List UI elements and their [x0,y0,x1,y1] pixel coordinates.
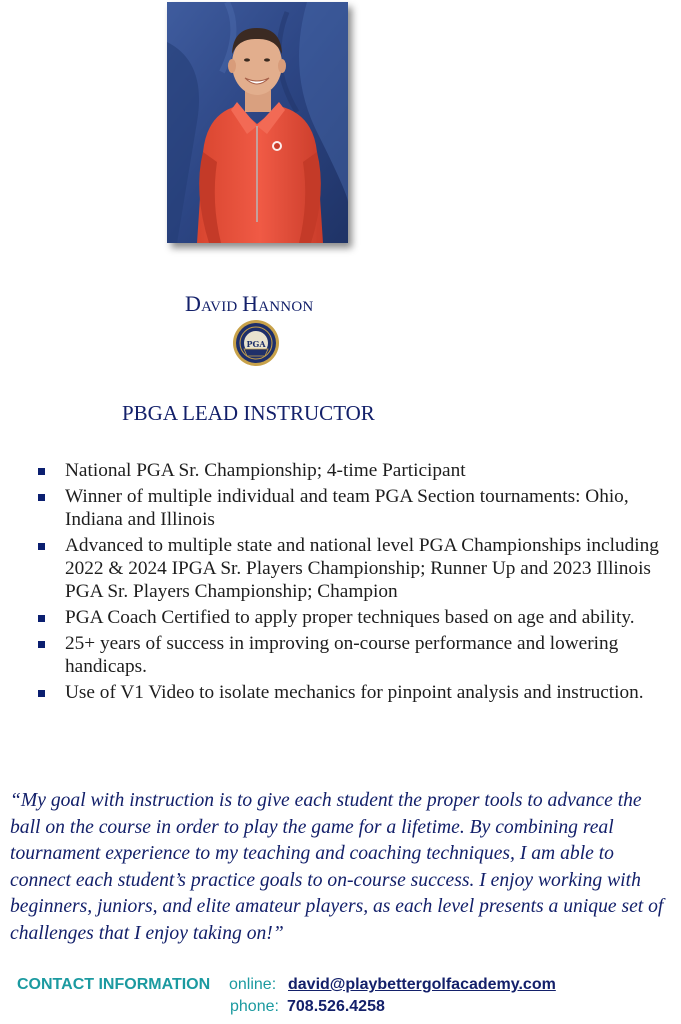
instructor-photo [167,2,348,243]
bullet-square-icon [38,543,45,550]
bullet-square-icon [38,468,45,475]
instructor-portrait-photo [167,2,348,243]
list-item [38,534,678,603]
credential-text: Winner of multiple individual and team PGA Section tournaments: Ohio, Indiana and Illinois [65,486,629,530]
name-last: Hannon [242,291,314,316]
contact-phone-row [17,996,677,1018]
list-item [38,459,678,482]
list-item [38,606,678,629]
list-item [38,485,678,531]
list-item [38,632,678,678]
instructor-title: PBGA LEAD INSTRUCTOR [122,401,375,425]
contact-heading: CONTACT INFORMATION [17,976,211,993]
bullet-square-icon [38,494,45,501]
instructor-quote: “My goal with instruction is to give each student the proper tools to advance the ball on the course in order to play the game for a lifetime. By combining real tournament experience to my teaching and coaching techniques, I am able to connect each student’s practice goals to on-course success. I enjoy working with beginners, juniors, and elite amateur players, as each level presents a unique set of challenges that I enjoy taking on!” [10,790,664,944]
online-label: online: [229,976,277,993]
name-first: David [185,291,238,316]
list-item [38,681,678,704]
contact-online-row [17,974,677,996]
pga-badge-text: PGA [246,339,266,349]
phone-number[interactable]: 708.526.4258 [287,998,385,1015]
pga-professional-seal-icon [232,319,280,367]
credentials-list [38,459,678,707]
contact-information [17,974,677,1018]
credential-text: Use of V1 Video to isolate mechanics for pinpoint analysis and instruction. [65,682,644,703]
instructor-name [185,291,313,317]
bullet-square-icon [38,641,45,648]
bullet-square-icon [38,615,45,622]
bullet-square-icon [38,690,45,697]
email-link[interactable]: david@playbettergolfacademy.com [288,976,556,993]
phone-label: phone: [230,998,279,1015]
credential-text: 25+ years of success in improving on-course performance and lowering handicaps. [65,633,619,677]
credential-text: Advanced to multiple state and national level PGA Championships including 2022 & 2024 IPGA Sr. Players Championship; Runner Up and 2023 Illinois PGA Sr. Players Championship; Champion [65,535,659,602]
credential-text: PGA Coach Certified to apply proper techniques based on age and ability. [65,607,635,628]
credential-text: National PGA Sr. Championship; 4-time Participant [65,460,466,481]
